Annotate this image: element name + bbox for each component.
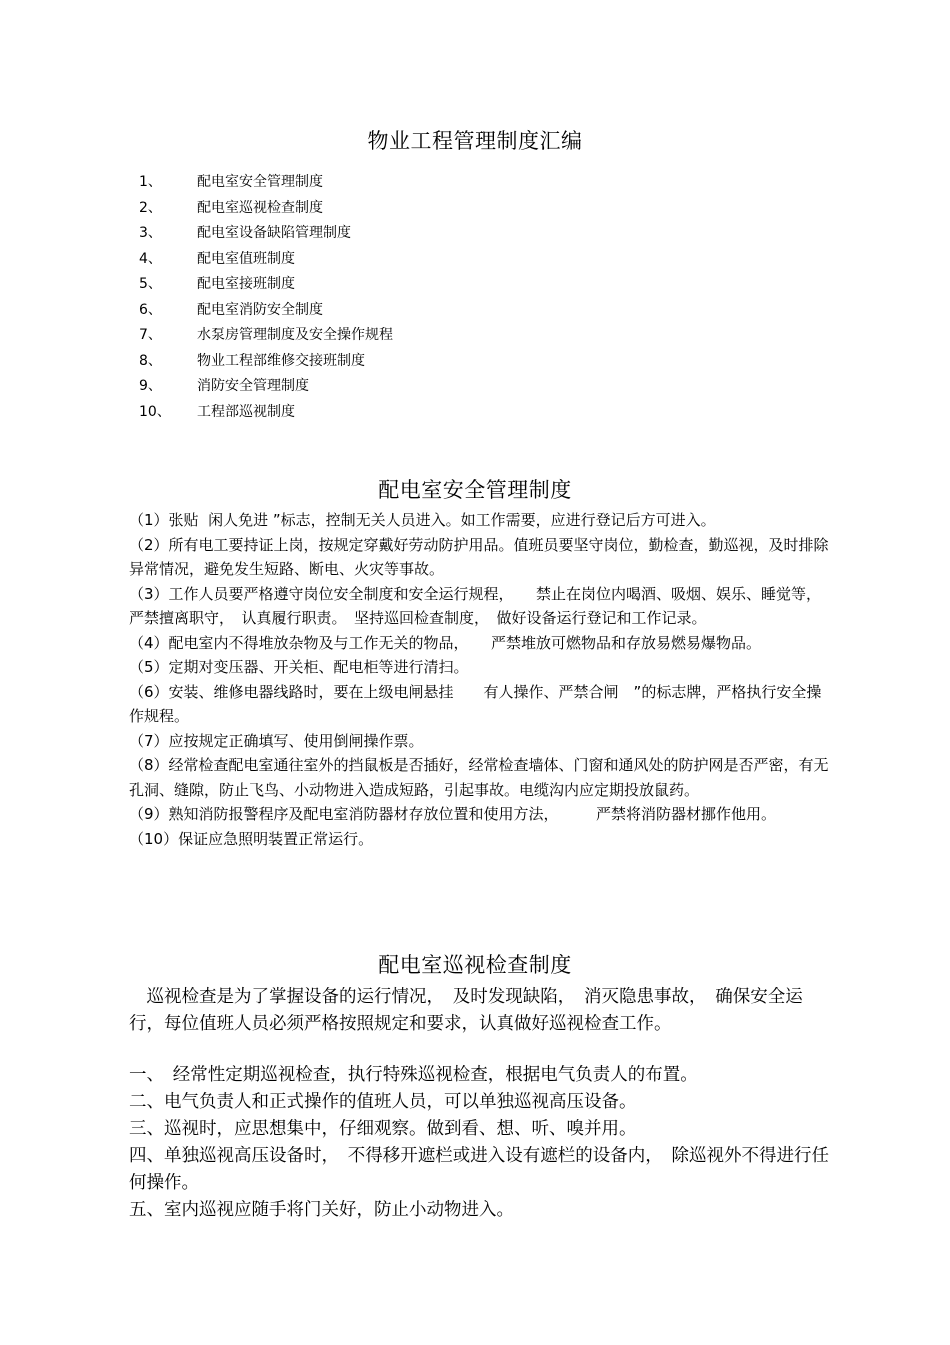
- numbered-item: 二、电气负责人和正式操作的值班人员，可以单独巡视高压设备。: [129, 1092, 637, 1112]
- toc-item-number: 4、: [139, 250, 162, 267]
- toc-item[interactable]: [139, 323, 659, 349]
- toc-item-number: 7、: [139, 327, 162, 343]
- numbered-item: 四、单独巡视高压设备时， 不得移开遮栏或进入设有遮栏的设备内， 除巡视外不得进行任何操作。: [129, 1146, 829, 1193]
- section-body-power-room-safety: [129, 508, 829, 851]
- section-heading-power-room-inspection: 配电室巡视检查制度: [378, 953, 572, 977]
- toc-item[interactable]: [139, 247, 659, 273]
- clause-paragraph: （2）所有电工要持证上岗，按规定穿戴好劳动防护用品。值班员要坚守岗位，勤检查，勤巡视，及时排除异常情况，避免发生短路、断电、火灾等事故。: [129, 535, 829, 578]
- toc-item-label: 配电室接班制度: [197, 276, 295, 292]
- clause-paragraph: （1）张贴 闲人免进 ”标志，控制无关人员进入。如工作需要，应进行登记后方可进入。: [129, 511, 716, 529]
- clause-paragraph: （9）熟知消防报警程序及配电室消防器材存放位置和使用方法， 严禁将消防器材挪作他用。: [129, 805, 777, 823]
- clause-paragraph: （4）配电室内不得堆放杂物及与工作无关的物品， 严禁堆放可燃物品和存放易燃易爆物品。: [129, 633, 762, 652]
- toc-item-label: 工程部巡视制度: [197, 403, 295, 420]
- clause-paragraph: （5）定期对变压器、开关柜、配电柜等进行清扫。: [129, 658, 469, 676]
- numbered-item: 三、巡视时，应思想集中，仔细观察。做到看、想、听、嗅并用。: [129, 1119, 637, 1139]
- toc-item[interactable]: [139, 400, 659, 426]
- clause-paragraph: （3）工作人员要严格遵守岗位安全制度和安全运行规程， 禁止在岗位内喝酒、吸烟、娱乐、睡觉等， 严禁擅离职守， 认真履行职责。 坚持巡回检查制度， 做好设备运行登记和工作记录。: [129, 584, 829, 627]
- toc-item-label: 配电室设备缺陷管理制度: [197, 225, 351, 241]
- table-of-contents: [139, 170, 659, 425]
- toc-item-number: 6、: [139, 301, 162, 318]
- toc-item-label: 配电室消防安全制度: [197, 301, 323, 318]
- toc-item-number: 3、: [139, 225, 162, 241]
- clause-paragraph: （10）保证应急照明装置正常运行。: [129, 829, 374, 848]
- toc-item-label: 物业工程部维修交接班制度: [197, 352, 365, 369]
- section-heading-power-room-safety: 配电室安全管理制度: [378, 478, 572, 502]
- toc-item[interactable]: [139, 374, 659, 400]
- toc-item-number: 1、: [139, 174, 162, 190]
- toc-item-label: 配电室安全管理制度: [197, 174, 323, 190]
- section-intro-power-room-inspection: [129, 984, 829, 1038]
- toc-item-label: 水泵房管理制度及安全操作规程: [197, 327, 393, 343]
- toc-item[interactable]: [139, 170, 659, 196]
- toc-item-number: 2、: [139, 199, 162, 216]
- clause-paragraph: （7）应按规定正确填写、使用倒闸操作票。: [129, 731, 424, 750]
- toc-item-number: 5、: [139, 276, 162, 292]
- intro-paragraph: 巡视检查是为了掌握设备的运行情况， 及时发现缺陷， 消灭隐患事故， 确保安全运行，每位值班人员必须严格按照规定和要求，认真做好巡视检查工作。: [129, 987, 803, 1034]
- numbered-item: 五、室内巡视应随手将门关好，防止小动物进入。: [129, 1200, 514, 1220]
- toc-item[interactable]: [139, 272, 659, 298]
- toc-item-number: 8、: [139, 352, 162, 369]
- toc-item-label: 配电室巡视检查制度: [197, 199, 323, 216]
- document-title: 物业工程管理制度汇编: [367, 129, 583, 153]
- toc-item-label: 配电室值班制度: [197, 250, 295, 267]
- clause-paragraph: （6）安装、维修电器线路时，要在上级电闸悬挂 有人操作、严禁合闸 ”的标志牌，严格执行安全操作规程。: [129, 682, 822, 725]
- clause-paragraph: （8）经常检查配电室通往室外的挡鼠板是否插好，经常检查墙体、门窗和通风处的防护网是否严密，有无孔洞、缝隙，防止飞鸟、小动物进入造成短路，引起事故。电缆沟内应定期投放鼠药。: [129, 756, 829, 799]
- toc-item-number: 10、: [139, 403, 171, 420]
- numbered-item: 一、 经常性定期巡视检查，执行特殊巡视检查，根据电气负责人的布置。: [129, 1065, 698, 1085]
- toc-item[interactable]: [139, 196, 659, 222]
- toc-item[interactable]: [139, 221, 659, 247]
- toc-item[interactable]: [139, 298, 659, 324]
- section-items-power-room-inspection: [129, 1062, 829, 1224]
- toc-item-label: 消防安全管理制度: [197, 378, 309, 394]
- toc-item-number: 9、: [139, 378, 162, 394]
- toc-item[interactable]: [139, 349, 659, 375]
